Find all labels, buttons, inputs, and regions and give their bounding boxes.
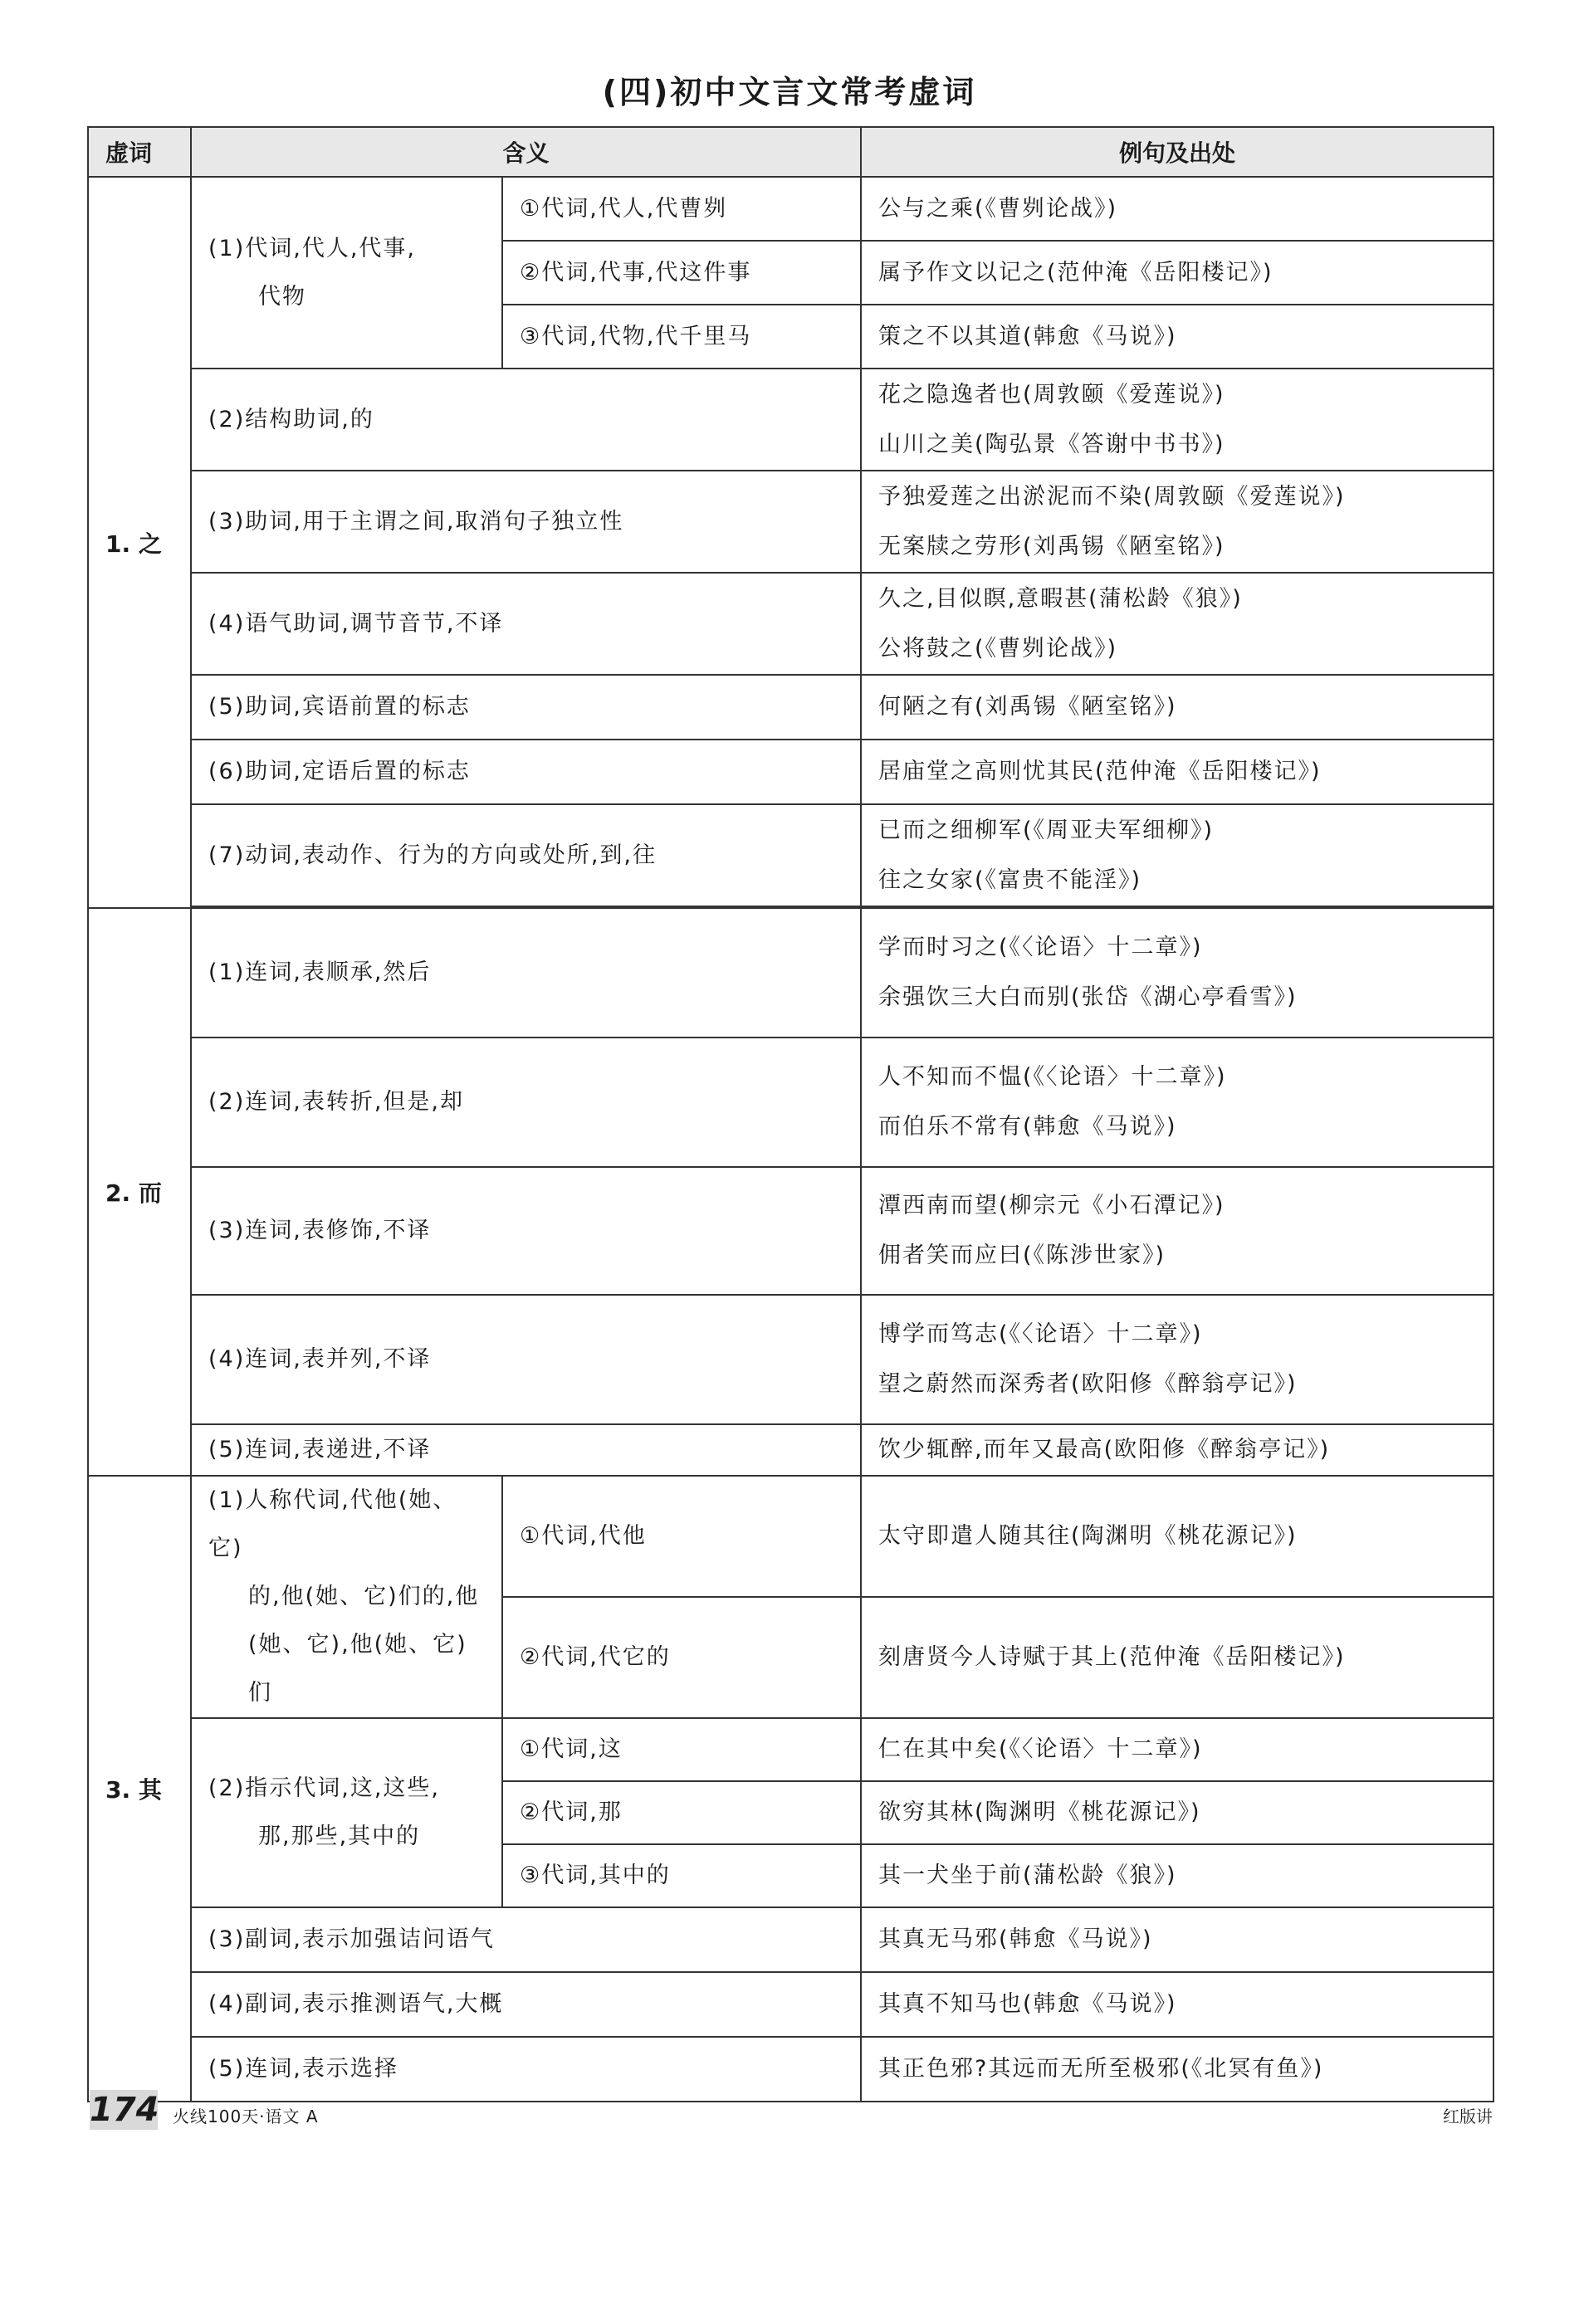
example-cell: 花之隐逸者也(周敦颐《爱莲说》) 山川之美(陶弘景《答谢中书书》) bbox=[861, 369, 1493, 471]
table-row bbox=[88, 675, 1493, 740]
table-row bbox=[88, 2037, 1493, 2102]
word-er: 2. 而 bbox=[88, 908, 191, 1476]
table-row bbox=[88, 369, 1493, 471]
sub-meaning-cell: ②代词,代事,代这件事 bbox=[502, 241, 861, 305]
meaning-cell: (5)连词,表递进,不译 bbox=[191, 1424, 861, 1476]
table-row bbox=[88, 740, 1493, 804]
meaning-cell: (4)副词,表示推测语气,大概 bbox=[191, 1972, 861, 2037]
table-row bbox=[88, 1907, 1493, 1972]
example-cell: 予独爱莲之出淤泥而不染(周敦颐《爱莲说》) 无案牍之劳形(刘禹锡《陋室铭》) bbox=[861, 471, 1493, 573]
example-cell: 久之,目似瞑,意暇甚(蒲松龄《狼》) 公将鼓之(《曹刿论战》) bbox=[861, 573, 1493, 675]
example-cell: 其正色邪?其远而无所至极邪(《北冥有鱼》) bbox=[861, 2037, 1493, 2102]
header-example: 例句及出处 bbox=[861, 127, 1493, 177]
sub-meaning-cell: ①代词,代人,代曹刿 bbox=[502, 177, 861, 241]
table-row bbox=[88, 1718, 1493, 1781]
meaning-cell: (7)动词,表动作、行为的方向或处所,到,往 bbox=[191, 804, 861, 906]
table-row bbox=[88, 573, 1493, 675]
table-row bbox=[88, 804, 1493, 906]
sub-meaning-cell: ②代词,那 bbox=[502, 1781, 861, 1844]
sub-meaning-cell: ①代词,代他 bbox=[502, 1476, 861, 1597]
word-zhi: 1. 之 bbox=[88, 177, 191, 908]
table-row bbox=[88, 1295, 1493, 1424]
example-cell: 潭西南而望(柳宗元《小石潭记》) 佣者笑而应曰(《陈涉世家》) bbox=[861, 1167, 1493, 1295]
sub-meaning-cell: ③代词,代物,代千里马 bbox=[502, 305, 861, 369]
example-cell: 博学而笃志(《〈论语〉十二章》) 望之蔚然而深秀者(欧阳修《醉翁亭记》) bbox=[861, 1295, 1493, 1424]
meaning-cell: (2)指示代词,这,这些, 那,那些,其中的 bbox=[191, 1718, 502, 1907]
meaning-cell: (5)助词,宾语前置的标志 bbox=[191, 675, 861, 740]
example-cell: 饮少辄醉,而年又最高(欧阳修《醉翁亭记》) bbox=[861, 1424, 1493, 1476]
meaning-cell: (2)连词,表转折,但是,却 bbox=[191, 1038, 861, 1167]
meaning-cell: (3)连词,表修饰,不译 bbox=[191, 1167, 861, 1295]
function-words-table bbox=[87, 126, 1494, 2102]
meaning-cell: (3)助词,用于主谓之间,取消句子独立性 bbox=[191, 471, 861, 573]
meaning-cell: (3)副词,表示加强诘问语气 bbox=[191, 1907, 861, 1972]
header-row bbox=[88, 127, 1493, 177]
meaning-cell: (1)连词,表顺承,然后 bbox=[191, 908, 861, 1038]
example-cell: 其真无马邪(韩愈《马说》) bbox=[861, 1907, 1493, 1972]
table-row bbox=[88, 1476, 1493, 1597]
table-row bbox=[88, 1424, 1493, 1476]
meaning-cell: (6)助词,定语后置的标志 bbox=[191, 740, 861, 804]
example-cell: 策之不以其道(韩愈《马说》) bbox=[861, 305, 1493, 369]
table-row bbox=[88, 1167, 1493, 1295]
example-cell: 刻唐贤今人诗赋于其上(范仲淹《岳阳楼记》) bbox=[861, 1597, 1493, 1718]
example-cell: 欲穷其林(陶渊明《桃花源记》) bbox=[861, 1781, 1493, 1844]
header-meaning: 含义 bbox=[191, 127, 861, 177]
example-cell: 属予作文以记之(范仲淹《岳阳楼记》) bbox=[861, 241, 1493, 305]
example-cell: 学而时习之(《〈论语〉十二章》) 余强饮三大白而别(张岱《湖心亭看雪》) bbox=[861, 908, 1493, 1038]
edition-label: 红版讲 bbox=[1443, 2107, 1493, 2126]
book-title: 火线100天·语文 A bbox=[173, 2107, 319, 2126]
header-word: 虚词 bbox=[88, 127, 191, 177]
meaning-cell: (2)结构助词,的 bbox=[191, 369, 861, 471]
sub-meaning-cell: ①代词,这 bbox=[502, 1718, 861, 1781]
example-cell: 其真不知马也(韩愈《马说》) bbox=[861, 1972, 1493, 2037]
meaning-cell: (1)人称代词,代他(她、它) 的,他(她、它)们的,他 (她、它),他(她、它)们 bbox=[191, 1476, 502, 1718]
meaning-cell: (1)代词,代人,代事, 代物 bbox=[191, 177, 502, 369]
page-title: (四)初中文言文常考虚词 bbox=[602, 74, 977, 110]
meaning-cell: (5)连词,表示选择 bbox=[191, 2037, 861, 2102]
word-qi: 3. 其 bbox=[88, 1476, 191, 2102]
table-row bbox=[88, 177, 1493, 241]
example-cell: 太守即遣人随其往(陶渊明《桃花源记》) bbox=[861, 1476, 1493, 1597]
example-cell: 已而之细柳军(《周亚夫军细柳》) 往之女家(《富贵不能淫》) bbox=[861, 804, 1493, 906]
table-row bbox=[88, 908, 1493, 1038]
example-cell: 居庙堂之高则忧其民(范仲淹《岳阳楼记》) bbox=[861, 740, 1493, 804]
sub-meaning-cell: ②代词,代它的 bbox=[502, 1597, 861, 1718]
example-cell: 公与之乘(《曹刿论战》) bbox=[861, 177, 1493, 241]
table-row bbox=[88, 471, 1493, 573]
table-row bbox=[88, 1972, 1493, 2037]
example-cell: 其一犬坐于前(蒲松龄《狼》) bbox=[861, 1844, 1493, 1907]
example-cell: 人不知而不愠(《〈论语〉十二章》) 而伯乐不常有(韩愈《马说》) bbox=[861, 1038, 1493, 1167]
page-number: 174 bbox=[90, 2091, 159, 2129]
example-cell: 仁在其中矣(《〈论语〉十二章》) bbox=[861, 1718, 1493, 1781]
example-cell: 何陋之有(刘禹锡《陋室铭》) bbox=[861, 675, 1493, 740]
meaning-cell: (4)语气助词,调节音节,不译 bbox=[191, 573, 861, 675]
table-row bbox=[88, 1038, 1493, 1167]
sub-meaning-cell: ③代词,其中的 bbox=[502, 1844, 861, 1907]
meaning-cell: (4)连词,表并列,不译 bbox=[191, 1295, 861, 1424]
